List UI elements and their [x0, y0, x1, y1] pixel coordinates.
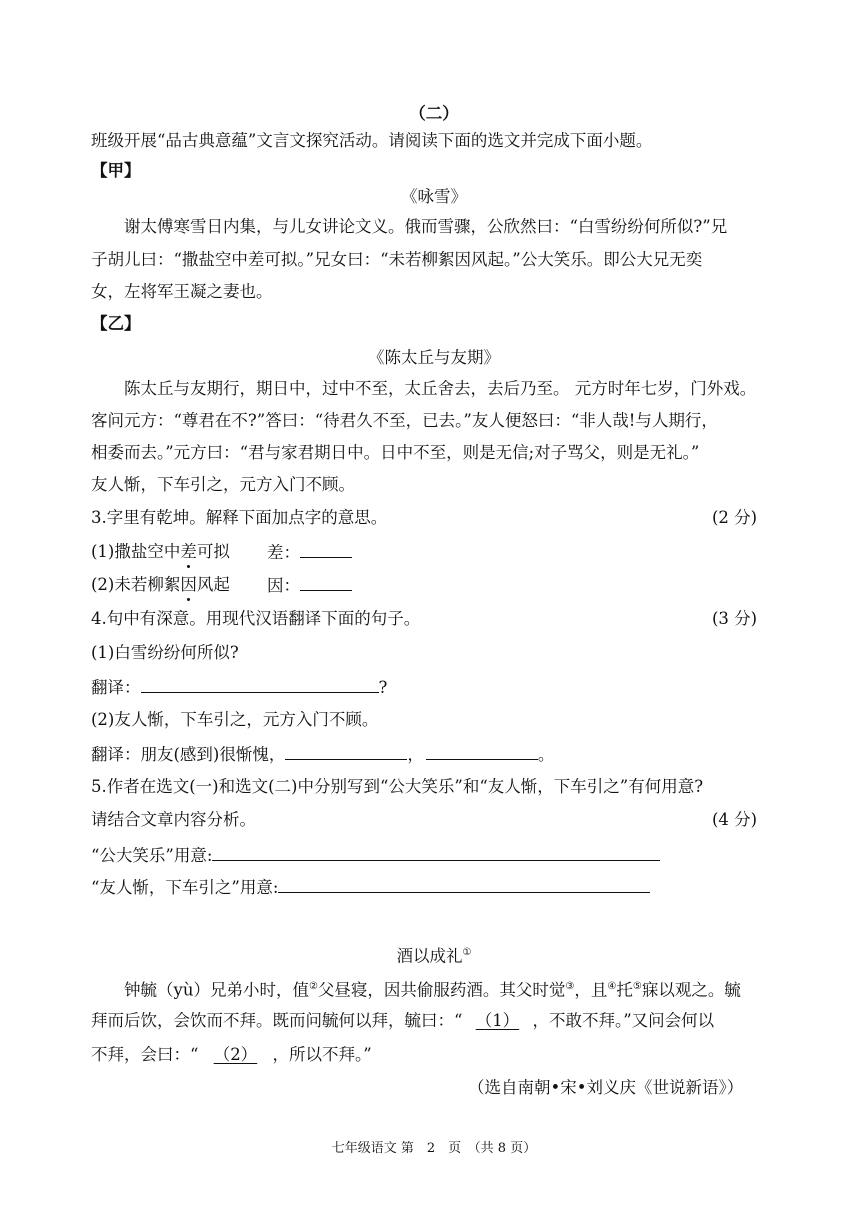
bing-note-2: ② [308, 981, 318, 992]
q5-answer-1 [91, 844, 660, 867]
q3-item-1-after: 可拟 [196, 542, 230, 561]
q3-answer-1-blank[interactable] [300, 541, 352, 558]
bing-line-1-part-c: ，且 [574, 980, 608, 1000]
yi-line-3: 相委而去。”元方曰：“君与家君期日中。日中不至，则是无信;对子骂父，则是无礼。” [91, 443, 700, 462]
q5-answer-2-label: “友人惭，下车引之”用意: [91, 878, 279, 897]
q5-answer-1-label: “公大笑乐”用意: [91, 846, 213, 865]
bing-line-1-part-a: 钟毓（yù）兄弟小时，值 [124, 980, 309, 1000]
q4-translation-1-blank[interactable] [141, 676, 379, 693]
jia-label: 【甲】 [91, 161, 141, 180]
q4-translation-2-blank-2[interactable] [426, 743, 538, 760]
bing-line-1-part-d: 托 [616, 980, 633, 1000]
q4-translation-2-blank-1[interactable] [285, 743, 407, 760]
bing-title: 酒以成礼 [396, 946, 463, 966]
q3-answer-2 [267, 574, 352, 597]
jia-line-3: 女，左将军王凝之妻也。 [91, 282, 273, 301]
q3-answer-2-blank[interactable] [300, 574, 352, 591]
q4-translation-2-sep: ， [407, 745, 424, 764]
bing-source: （选自南朝•宋•刘义庆《世说新语》） [468, 1078, 744, 1097]
page-footer: 七年级语文 第 2 页 （共 8 页） [331, 1141, 537, 1156]
yi-label: 【乙】 [91, 314, 141, 333]
bing-note-3: ③ [565, 981, 575, 992]
jia-title: 《咏雪》 [401, 187, 467, 206]
q3-answer-2-label: 因： [267, 576, 300, 595]
q3-text: 3.字里有乾坤。解释下面加点字的意思。 [91, 508, 388, 527]
section-title: （二） [409, 104, 459, 123]
jia-line-1: 谢太傅寒雪日内集，与儿女讲论文义。俄而雪骤，公欣然曰：“白雪纷纷何所似?”兄 [124, 217, 728, 236]
q3-item-1 [91, 541, 230, 563]
q5-score: (4 分) [712, 810, 758, 829]
q3-answer-1-label: 差： [267, 543, 300, 562]
yi-line-4: 友人惭，下车引之，元方入门不顾。 [91, 475, 355, 494]
bing-title-note: ① [462, 947, 472, 958]
q4-translation-1 [91, 676, 387, 699]
bing-line-3 [91, 1044, 372, 1066]
bing-blank-1[interactable]: （1） [475, 1011, 520, 1030]
q4-item-1: (1)白雪纷纷何所似? [91, 643, 239, 662]
q5-answer-2 [91, 876, 650, 899]
q4-translation-2-end: 。 [537, 745, 555, 764]
q3-score: (2 分) [712, 508, 758, 527]
q3-answer-1 [267, 541, 352, 564]
yi-line-2: 客问元方：“尊君在不?”答曰：“待君久不至，已去。”友人便怒曰：“非人哉!与人期行， [91, 411, 718, 430]
q3-item-2-dotted-char: 因 [180, 575, 197, 594]
q5-line-2: 请结合文章内容分析。 [91, 810, 256, 829]
bing-line-1 [124, 976, 741, 1002]
q3-item-1-before: (1)撒盐空中 [91, 542, 181, 561]
bing-line-2 [91, 1010, 714, 1032]
intro-text: 班级开展“品古典意蕴”文言文探究活动。请阅读下面的选文并完成下面小题。 [91, 131, 653, 150]
jia-line-2: 子胡儿曰：“撒盐空中差可拟。”兄女曰：“未若柳絮因风起。”公大笑乐。即公大兄无奕 [91, 250, 703, 269]
bing-line-1-part-b: 父昼寝，因共偷服药酒。其父时觉 [317, 980, 566, 1000]
q4-item-2: (2)友人惭，下车引之，元方入门不顾。 [91, 710, 379, 729]
q5-line-1: 5.作者在选文(一)和选文(二)中分别写到“公大笑乐”和“友人惭，下车引之”有何用意? [91, 777, 704, 796]
q4-translation-1-end: ? [378, 678, 388, 697]
bing-line-2-part-a: 拜而后饮，会饮而不拜。既而问毓何以拜，毓曰：“ [91, 1011, 463, 1030]
q3-item-2-after: 风起 [196, 575, 230, 594]
bing-blank-2[interactable]: （2） [213, 1045, 258, 1064]
q4-score: (3 分) [712, 609, 758, 628]
bing-note-5: ⑤ [632, 981, 642, 992]
bing-title-line [0, 942, 868, 968]
bing-line-3-part-b: ，所以不拜。” [272, 1045, 372, 1064]
bing-line-3-part-a: 不拜，会曰：“ [91, 1045, 199, 1064]
bing-note-4: ④ [607, 981, 617, 992]
q4-translation-1-label: 翻译： [91, 678, 141, 697]
q5-answer-2-blank[interactable] [278, 876, 650, 893]
q3-item-2-before: (2)未若柳絮 [91, 575, 181, 594]
bing-line-1-part-e: 寐以观之。毓 [641, 980, 741, 1000]
bing-line-2-part-b: ，不敢不拜。”又问会何以 [532, 1011, 715, 1030]
yi-title: 《陈太丘与友期》 [368, 348, 500, 367]
yi-line-1: 陈太丘与友期行，期日中，过中不至，太丘舍去，去后乃至。 元方时年七岁，门外戏。 [124, 379, 757, 398]
q4-translation-2-label: 翻译：朋友(感到)很惭愧， [91, 745, 286, 764]
q4-translation-2 [91, 743, 554, 766]
q3-item-1-dotted-char: 差 [180, 542, 197, 561]
q4-text: 4.句中有深意。用现代汉语翻译下面的句子。 [91, 609, 421, 628]
q3-item-2 [91, 574, 230, 596]
q5-answer-1-blank[interactable] [212, 844, 660, 861]
